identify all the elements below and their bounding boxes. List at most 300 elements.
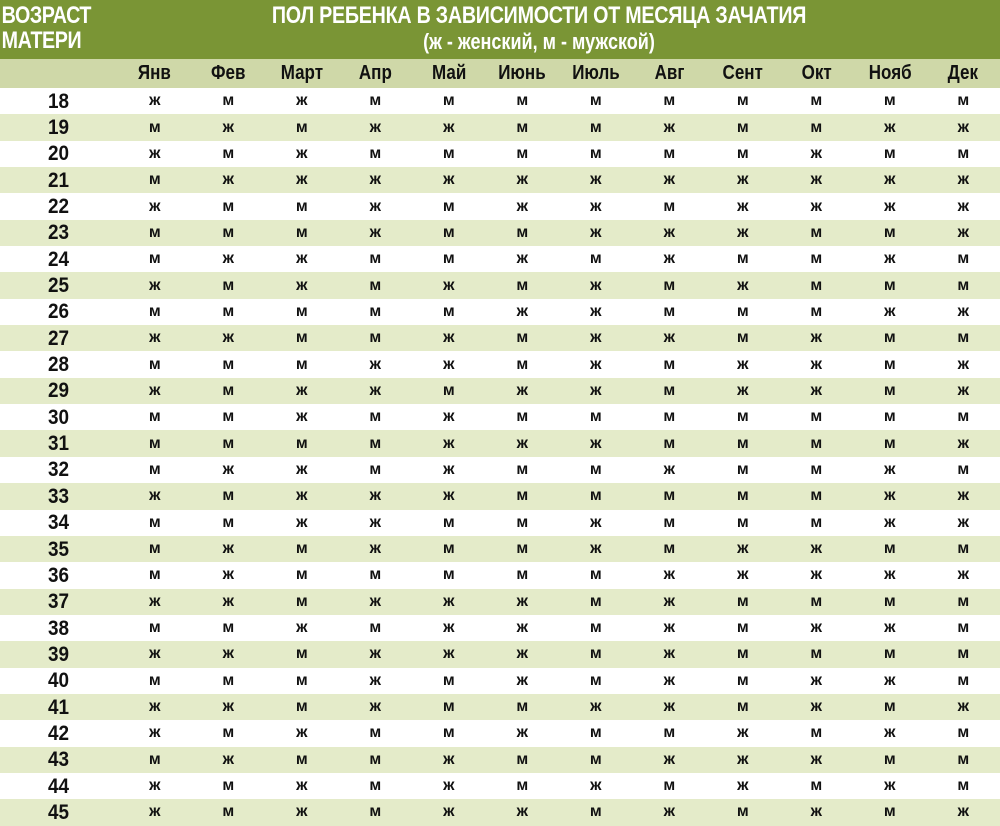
- table-row: [0, 114, 1000, 140]
- gender-cell: м: [706, 404, 780, 430]
- gender-cell: ж: [927, 694, 1000, 720]
- gender-cell: м: [780, 246, 854, 272]
- month-header: [780, 59, 854, 88]
- mother-age-value: 20: [48, 142, 70, 166]
- gender-cell: м: [927, 141, 1000, 167]
- month-header: [706, 59, 780, 88]
- gender-cell: ж: [118, 378, 192, 404]
- gender-cell: ж: [412, 799, 486, 825]
- mother-age-value: 38: [48, 616, 70, 640]
- gender-cell: м: [633, 378, 707, 404]
- gender-cell: м: [118, 668, 192, 694]
- table-row: [0, 510, 1000, 536]
- gender-cell: м: [118, 562, 192, 588]
- gender-cell: ж: [706, 193, 780, 219]
- page-subtitle: (ж - женский, м - мужской): [423, 29, 655, 54]
- table-row: [0, 141, 1000, 167]
- gender-cell: м: [118, 747, 192, 773]
- gender-cell: м: [412, 299, 486, 325]
- gender-cell: м: [265, 562, 339, 588]
- gender-cell: ж: [412, 114, 486, 140]
- gender-cell: ж: [339, 510, 413, 536]
- gender-cell: ж: [633, 220, 707, 246]
- gender-cell: ж: [412, 457, 486, 483]
- gender-cell: ж: [633, 641, 707, 667]
- table-row: [0, 641, 1000, 667]
- gender-cell: м: [412, 220, 486, 246]
- gender-cell: ж: [118, 88, 192, 114]
- gender-cell: м: [780, 220, 854, 246]
- gender-cell: м: [118, 220, 192, 246]
- table-row: [0, 272, 1000, 298]
- gender-cell: м: [706, 299, 780, 325]
- gender-cell: м: [412, 720, 486, 746]
- gender-cell: м: [192, 773, 266, 799]
- gender-cell: ж: [118, 325, 192, 351]
- gender-cell: ж: [633, 615, 707, 641]
- gender-cell: ж: [265, 773, 339, 799]
- gender-cell: м: [853, 88, 927, 114]
- gender-cell: м: [633, 141, 707, 167]
- gender-cell: м: [706, 141, 780, 167]
- gender-cell: ж: [853, 193, 927, 219]
- gender-cell: м: [265, 589, 339, 615]
- mother-age-cell: [0, 483, 118, 509]
- gender-cell: м: [559, 720, 633, 746]
- gender-cell: м: [339, 430, 413, 456]
- gender-cell: ж: [339, 114, 413, 140]
- mother-age-value: 21: [48, 168, 70, 192]
- gender-cell: м: [412, 562, 486, 588]
- mother-age-cell: [0, 773, 118, 799]
- mother-age-value: 35: [48, 537, 70, 561]
- gender-cell: м: [633, 536, 707, 562]
- gender-cell: м: [339, 272, 413, 298]
- gender-cell: ж: [412, 404, 486, 430]
- gender-cell: м: [927, 246, 1000, 272]
- gender-cell: ж: [633, 694, 707, 720]
- gender-cell: м: [706, 246, 780, 272]
- mother-age-value: 43: [48, 748, 70, 772]
- gender-cell: м: [853, 589, 927, 615]
- gender-cell: м: [927, 668, 1000, 694]
- gender-cell: м: [118, 510, 192, 536]
- gender-cell: ж: [265, 457, 339, 483]
- gender-cell: ж: [265, 720, 339, 746]
- mother-age-heading-line1: ВОЗРАСТ: [1, 2, 91, 29]
- gender-cell: м: [927, 589, 1000, 615]
- gender-cell: м: [118, 299, 192, 325]
- mother-age-cell: [0, 167, 118, 193]
- gender-cell: ж: [192, 747, 266, 773]
- gender-cell: ж: [192, 562, 266, 588]
- gender-cell: м: [192, 720, 266, 746]
- gender-cell: м: [486, 747, 560, 773]
- gender-cell: ж: [339, 220, 413, 246]
- gender-cell: ж: [927, 193, 1000, 219]
- gender-cell: ж: [780, 747, 854, 773]
- gender-cell: ж: [265, 141, 339, 167]
- gender-cell: ж: [706, 536, 780, 562]
- gender-cell: м: [706, 510, 780, 536]
- gender-cell: ж: [780, 351, 854, 377]
- gender-cell: ж: [633, 589, 707, 615]
- gender-cell: м: [192, 378, 266, 404]
- gender-cell: ж: [118, 272, 192, 298]
- gender-cell: м: [412, 246, 486, 272]
- gender-cell: м: [853, 430, 927, 456]
- gender-cell: ж: [412, 773, 486, 799]
- gender-cell: ж: [853, 246, 927, 272]
- gender-cell: м: [927, 641, 1000, 667]
- gender-cell: м: [412, 141, 486, 167]
- gender-cell: м: [265, 220, 339, 246]
- gender-cell: ж: [559, 536, 633, 562]
- gender-cell: м: [412, 694, 486, 720]
- gender-cell: ж: [118, 773, 192, 799]
- month-label: Окт: [801, 62, 832, 84]
- gender-cell: ж: [118, 641, 192, 667]
- gender-cell: м: [633, 773, 707, 799]
- gender-cell: м: [486, 483, 560, 509]
- gender-cell: ж: [927, 799, 1000, 825]
- month-header: [339, 59, 413, 88]
- gender-cell: м: [559, 457, 633, 483]
- title-block: [118, 0, 1000, 59]
- gender-cell: м: [192, 510, 266, 536]
- gender-cell: м: [486, 457, 560, 483]
- gender-cell: м: [192, 615, 266, 641]
- mother-age-cell: [0, 720, 118, 746]
- mother-age-value: 40: [48, 669, 70, 693]
- gender-cell: м: [486, 351, 560, 377]
- mother-age-cell: [0, 562, 118, 588]
- gender-cell: ж: [339, 483, 413, 509]
- gender-cell: м: [486, 272, 560, 298]
- gender-cell: м: [265, 694, 339, 720]
- gender-cell: ж: [192, 167, 266, 193]
- gender-cell: м: [265, 325, 339, 351]
- gender-cell: ж: [927, 378, 1000, 404]
- gender-cell: м: [412, 510, 486, 536]
- gender-cell: м: [339, 299, 413, 325]
- gender-cell: м: [192, 351, 266, 377]
- gender-cell: ж: [780, 536, 854, 562]
- gender-cell: м: [927, 747, 1000, 773]
- table-row: [0, 299, 1000, 325]
- gender-cell: ж: [706, 720, 780, 746]
- gender-cell: м: [412, 536, 486, 562]
- gender-cell: м: [633, 193, 707, 219]
- mother-age-value: 18: [48, 89, 70, 113]
- gender-cell: м: [265, 430, 339, 456]
- gender-cell: ж: [927, 351, 1000, 377]
- table-row: [0, 193, 1000, 219]
- gender-cell: м: [265, 536, 339, 562]
- gender-cell: ж: [265, 88, 339, 114]
- gender-cell: ж: [706, 272, 780, 298]
- gender-cell: ж: [339, 694, 413, 720]
- gender-cell: м: [706, 668, 780, 694]
- gender-cell: ж: [780, 668, 854, 694]
- gender-cell: м: [339, 720, 413, 746]
- gender-cell: м: [927, 773, 1000, 799]
- gender-cell: ж: [559, 167, 633, 193]
- gender-cell: м: [927, 536, 1000, 562]
- gender-cell: ж: [412, 272, 486, 298]
- mother-age-heading: [0, 0, 97, 59]
- table-row: [0, 536, 1000, 562]
- gender-cell: ж: [339, 589, 413, 615]
- mother-age-value: 29: [48, 379, 70, 403]
- gender-cell: м: [780, 272, 854, 298]
- gender-cell: ж: [853, 167, 927, 193]
- gender-cell: м: [780, 88, 854, 114]
- gender-cell: ж: [853, 720, 927, 746]
- month-label: Дек: [948, 62, 979, 84]
- gender-cell: м: [192, 193, 266, 219]
- gender-cell: м: [927, 88, 1000, 114]
- gender-cell: ж: [780, 378, 854, 404]
- mother-age-cell: [0, 246, 118, 272]
- table-row: [0, 88, 1000, 114]
- gender-cell: м: [118, 457, 192, 483]
- gender-cell: м: [706, 457, 780, 483]
- month-label: Июнь: [498, 62, 546, 84]
- gender-cell: м: [192, 299, 266, 325]
- gender-cell: м: [780, 720, 854, 746]
- gender-cell: ж: [559, 325, 633, 351]
- gender-cell: м: [853, 351, 927, 377]
- gender-cell: ж: [192, 589, 266, 615]
- gender-cell: м: [559, 114, 633, 140]
- gender-cell: м: [412, 193, 486, 219]
- gender-cell: ж: [633, 562, 707, 588]
- gender-cell: м: [633, 272, 707, 298]
- gender-cell: ж: [927, 510, 1000, 536]
- gender-cell: м: [853, 799, 927, 825]
- gender-cell: ж: [339, 351, 413, 377]
- month-header: [559, 59, 633, 88]
- table-row: [0, 246, 1000, 272]
- table-row: [0, 747, 1000, 773]
- gender-cell: ж: [927, 562, 1000, 588]
- gender-cell: м: [486, 114, 560, 140]
- gender-cell: ж: [633, 325, 707, 351]
- gender-cell: м: [559, 615, 633, 641]
- gender-cell: ж: [412, 325, 486, 351]
- gender-cell: ж: [339, 193, 413, 219]
- gender-cell: ж: [853, 668, 927, 694]
- gender-cell: м: [192, 483, 266, 509]
- gender-cell: м: [559, 641, 633, 667]
- gender-cell: м: [780, 589, 854, 615]
- gender-cell: ж: [412, 430, 486, 456]
- mother-age-cell: [0, 536, 118, 562]
- gender-table: [0, 59, 1000, 826]
- table-row: [0, 589, 1000, 615]
- gender-cell: м: [339, 457, 413, 483]
- month-header: [265, 59, 339, 88]
- gender-cell: ж: [706, 773, 780, 799]
- gender-cell: м: [486, 404, 560, 430]
- gender-cell: м: [486, 773, 560, 799]
- month-label: Сент: [722, 62, 763, 84]
- gender-cell: ж: [780, 193, 854, 219]
- gender-cell: ж: [339, 536, 413, 562]
- gender-cell: ж: [118, 141, 192, 167]
- mother-age-value: 41: [48, 695, 70, 719]
- gender-cell: ж: [265, 799, 339, 825]
- gender-cell: м: [559, 747, 633, 773]
- gender-cell: м: [486, 325, 560, 351]
- gender-cell: ж: [118, 483, 192, 509]
- gender-cell: м: [265, 351, 339, 377]
- gender-cell: м: [706, 589, 780, 615]
- gender-cell: м: [559, 562, 633, 588]
- gender-cell: ж: [559, 773, 633, 799]
- gender-cell: м: [633, 483, 707, 509]
- gender-cell: ж: [192, 114, 266, 140]
- gender-cell: м: [265, 641, 339, 667]
- gender-cell: м: [118, 404, 192, 430]
- gender-cell: м: [853, 694, 927, 720]
- gender-cell: м: [927, 325, 1000, 351]
- gender-cell: ж: [559, 694, 633, 720]
- gender-cell: м: [412, 88, 486, 114]
- table-row: [0, 720, 1000, 746]
- month-header: [853, 59, 927, 88]
- gender-cell: м: [486, 536, 560, 562]
- month-header: [118, 59, 192, 88]
- gender-cell: м: [265, 114, 339, 140]
- gender-cell: ж: [486, 378, 560, 404]
- mother-age-cell: [0, 799, 118, 825]
- gender-cell: м: [706, 88, 780, 114]
- gender-cell: ж: [118, 720, 192, 746]
- gender-cell: ж: [192, 536, 266, 562]
- gender-cell: ж: [412, 167, 486, 193]
- mother-age-value: 26: [48, 300, 70, 324]
- gender-cell: м: [265, 193, 339, 219]
- gender-cell: м: [927, 615, 1000, 641]
- gender-cell: ж: [853, 510, 927, 536]
- mother-age-value: 31: [48, 432, 70, 456]
- gender-cell: м: [706, 483, 780, 509]
- mother-age-cell: [0, 88, 118, 114]
- gender-cell: ж: [706, 167, 780, 193]
- gender-cell: м: [633, 720, 707, 746]
- gender-cell: ж: [706, 747, 780, 773]
- month-header: [412, 59, 486, 88]
- gender-cell: ж: [927, 220, 1000, 246]
- gender-cell: ж: [486, 167, 560, 193]
- mother-age-cell: [0, 272, 118, 298]
- mother-age-value: 32: [48, 458, 70, 482]
- gender-cell: ж: [339, 641, 413, 667]
- gender-cell: м: [486, 88, 560, 114]
- table-row: [0, 378, 1000, 404]
- gender-cell: м: [559, 589, 633, 615]
- gender-cell: ж: [486, 641, 560, 667]
- gender-cell: м: [780, 114, 854, 140]
- gender-cell: ж: [853, 457, 927, 483]
- gender-cell: ж: [486, 720, 560, 746]
- mother-age-cell: [0, 457, 118, 483]
- month-label: Май: [431, 62, 466, 84]
- gender-cell: ж: [706, 378, 780, 404]
- gender-cell: ж: [486, 799, 560, 825]
- mother-age-value: 42: [48, 721, 70, 745]
- page-title: ПОЛ РЕБЕНКА В ЗАВИСИМОСТИ ОТ МЕСЯЦА ЗАЧАТИЯ: [271, 2, 807, 29]
- gender-cell: ж: [192, 246, 266, 272]
- gender-cell: ж: [927, 114, 1000, 140]
- month-label: Янв: [138, 62, 172, 84]
- month-label: Июль: [571, 62, 620, 84]
- gender-cell: ж: [486, 299, 560, 325]
- gender-cell: ж: [339, 668, 413, 694]
- gender-cell: м: [339, 773, 413, 799]
- gender-cell: м: [486, 220, 560, 246]
- mother-age-cell: [0, 615, 118, 641]
- table-row: [0, 773, 1000, 799]
- gender-cell: м: [780, 483, 854, 509]
- gender-cell: ж: [633, 246, 707, 272]
- mother-age-cell: [0, 510, 118, 536]
- table-row: [0, 404, 1000, 430]
- gender-cell: м: [853, 220, 927, 246]
- month-header-row: [0, 59, 1000, 88]
- mother-age-value: 33: [48, 484, 70, 508]
- table-row: [0, 167, 1000, 193]
- table-row: [0, 562, 1000, 588]
- gender-cell: ж: [853, 773, 927, 799]
- gender-cell: м: [118, 615, 192, 641]
- gender-cell: м: [339, 141, 413, 167]
- gender-cell: м: [927, 720, 1000, 746]
- mother-age-value: 39: [48, 642, 70, 666]
- gender-cell: м: [118, 536, 192, 562]
- gender-cell: ж: [559, 193, 633, 219]
- gender-cell: ж: [265, 167, 339, 193]
- mother-age-value: 44: [48, 774, 70, 798]
- gender-cell: ж: [927, 483, 1000, 509]
- mother-age-value: 22: [48, 195, 70, 219]
- gender-cell: ж: [780, 325, 854, 351]
- gender-cell: м: [633, 510, 707, 536]
- mother-age-value: 28: [48, 353, 70, 377]
- gender-cell: м: [633, 430, 707, 456]
- table-row: [0, 430, 1000, 456]
- gender-cell: м: [118, 246, 192, 272]
- gender-cell: м: [192, 404, 266, 430]
- gender-cell: м: [339, 325, 413, 351]
- mother-age-cell: [0, 325, 118, 351]
- mother-age-value: 27: [48, 326, 70, 350]
- gender-cell: ж: [192, 694, 266, 720]
- gender-cell: ж: [927, 299, 1000, 325]
- gender-cell: ж: [265, 272, 339, 298]
- gender-cell: ж: [265, 510, 339, 536]
- month-header: [486, 59, 560, 88]
- gender-cell: ж: [706, 220, 780, 246]
- gender-cell: м: [192, 799, 266, 825]
- month-label: Март: [280, 62, 323, 84]
- gender-cell: м: [853, 404, 927, 430]
- month-header: [927, 59, 1000, 88]
- gender-cell: ж: [706, 562, 780, 588]
- gender-cell: м: [118, 114, 192, 140]
